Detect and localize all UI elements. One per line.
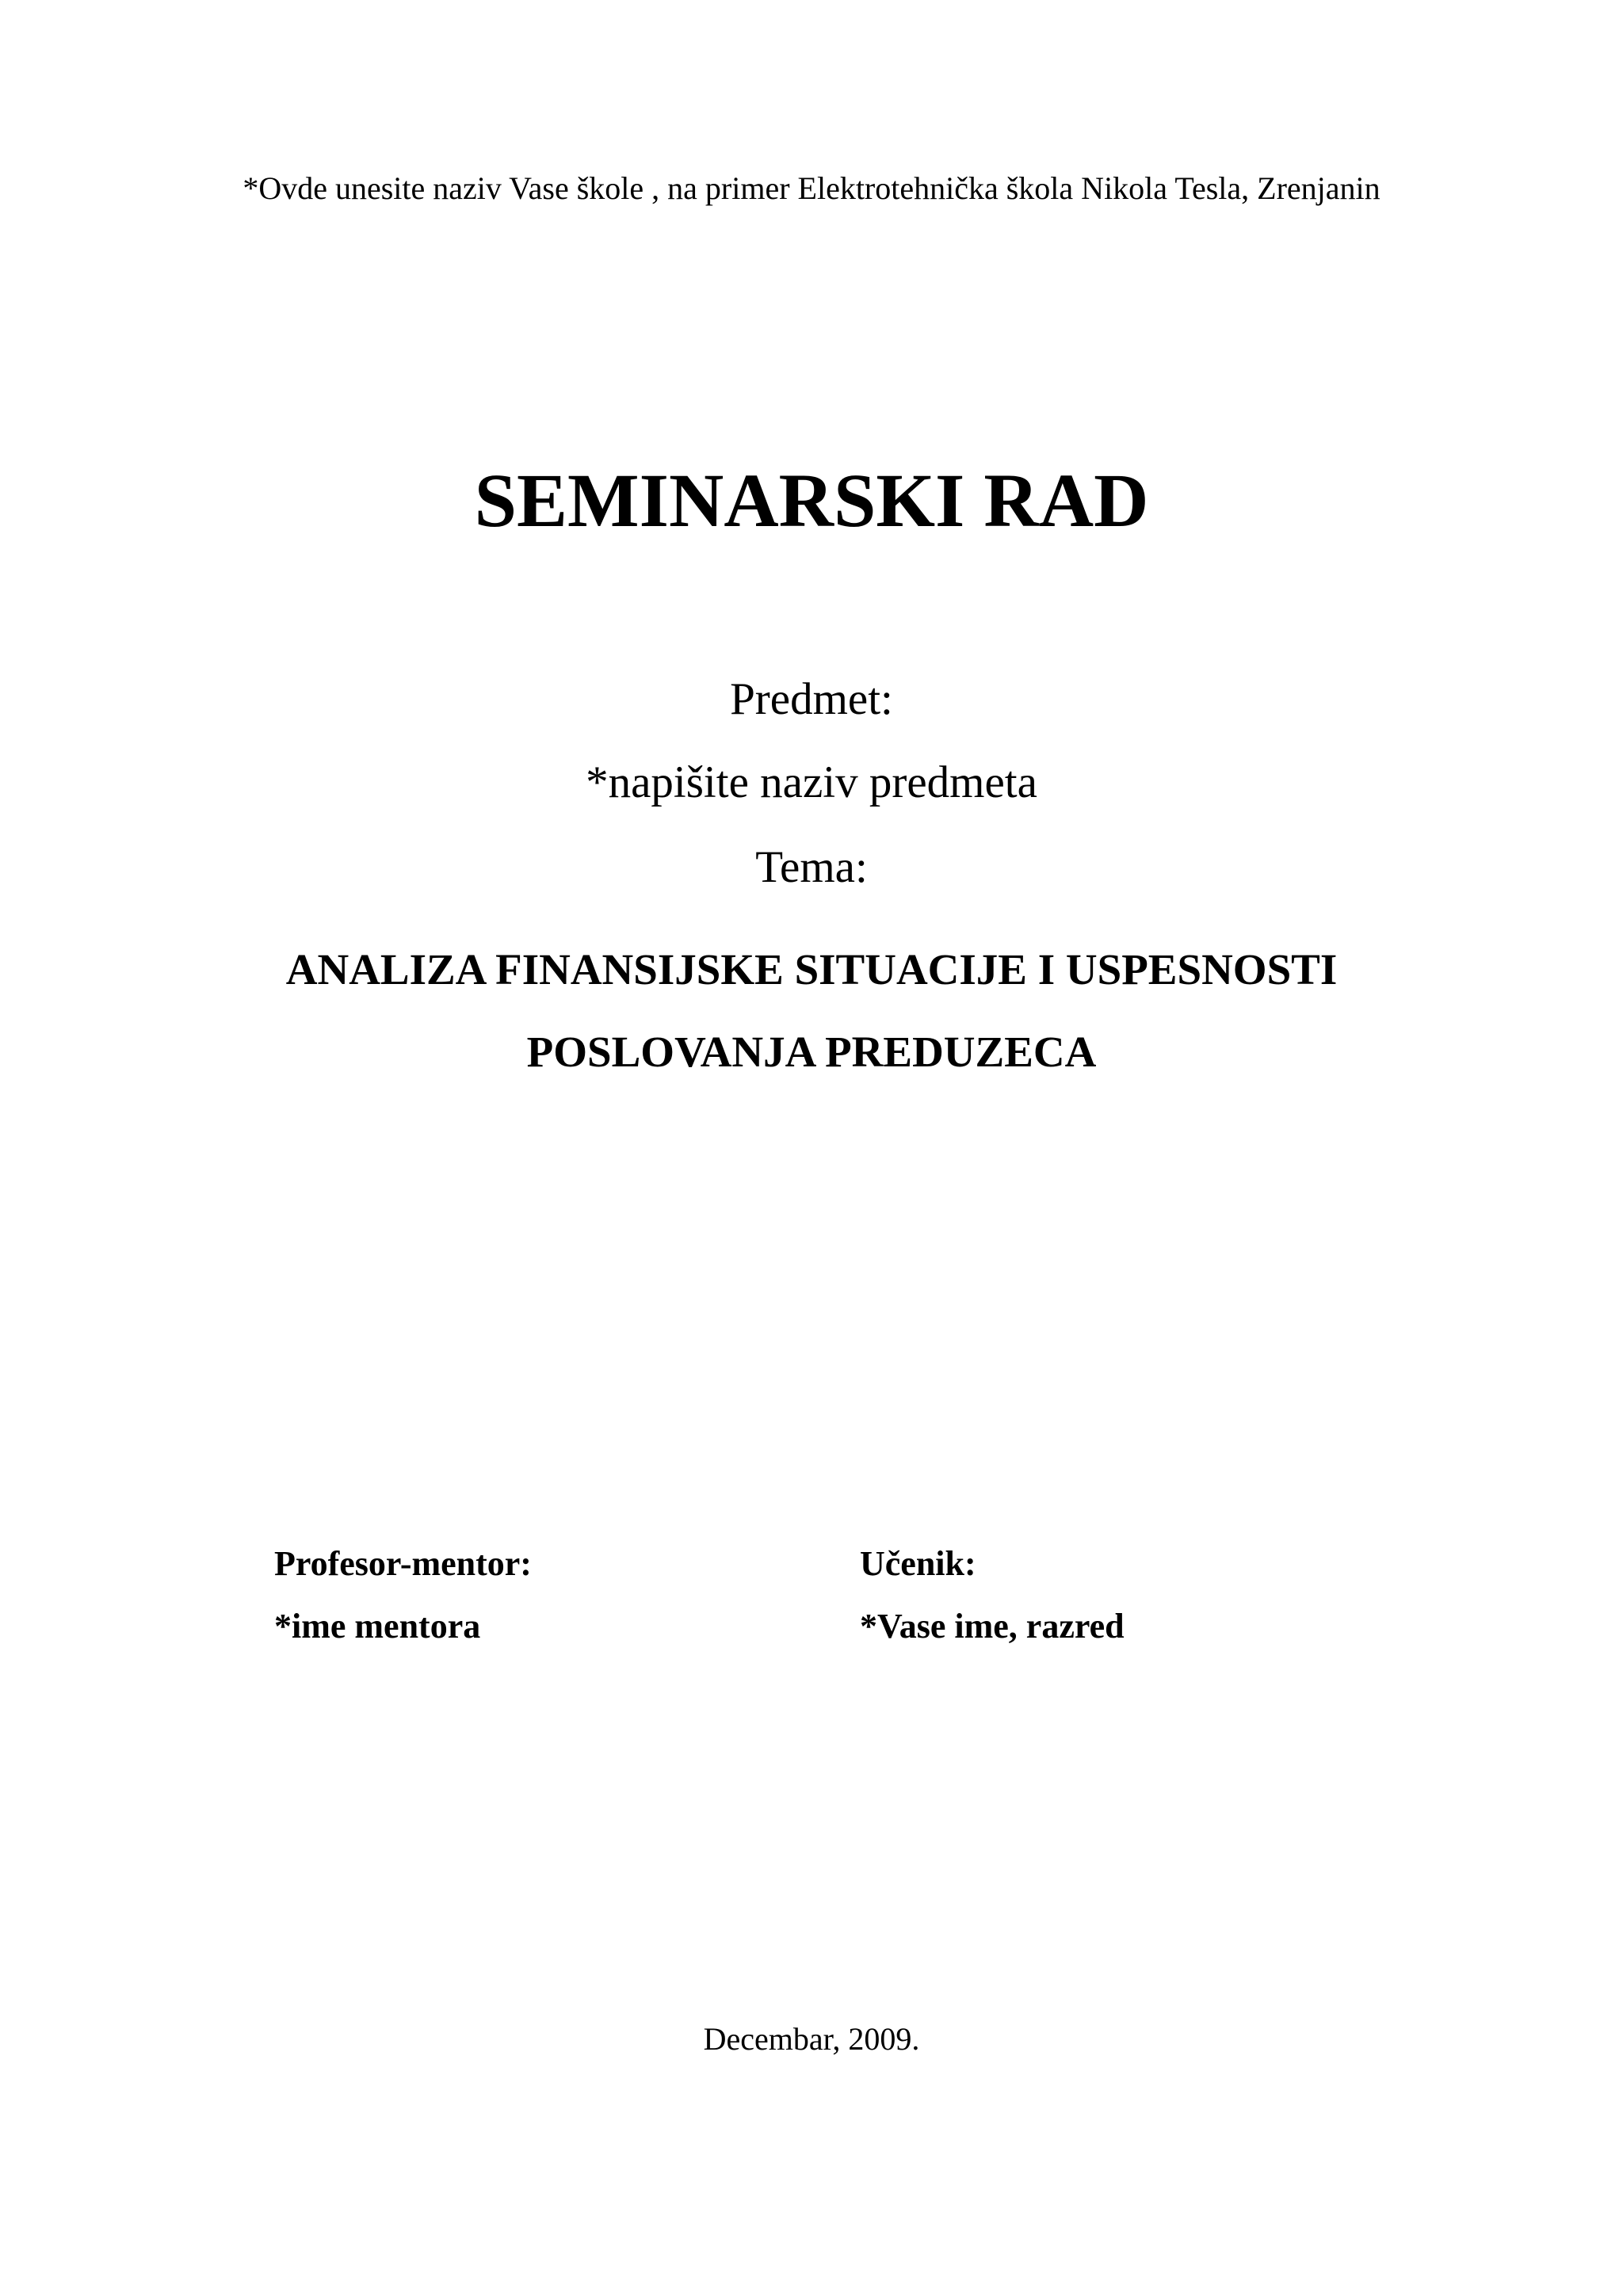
topic-label: Tema: — [755, 842, 868, 892]
mentor-name: *ime mentora — [274, 1607, 481, 1646]
student-label: Učenik: — [860, 1544, 976, 1583]
topic-title-line-1: ANALIZA FINANSIJSKE SITUACIJE I USPESNOSTI — [285, 945, 1338, 994]
student-name: *Vase ime, razred — [860, 1607, 1125, 1646]
mentor-label: Profesor-mentor: — [274, 1544, 532, 1583]
subject-value: *napišite naziv predmeta — [586, 757, 1037, 807]
subject-label: Predmet: — [730, 674, 893, 724]
topic-title — [0, 929, 1623, 1093]
document-title: SEMINARSKI RAD — [474, 458, 1149, 543]
topic-title-line-2: POSLOVANJA PREDUZECA — [526, 1028, 1097, 1076]
school-note: *Ovde unesite naziv Vase škole , na primer Elektrotehnička škola Nikola Tesla, Zrenjanin — [242, 170, 1381, 206]
document-date: Decembar, 2009. — [703, 2021, 920, 2057]
